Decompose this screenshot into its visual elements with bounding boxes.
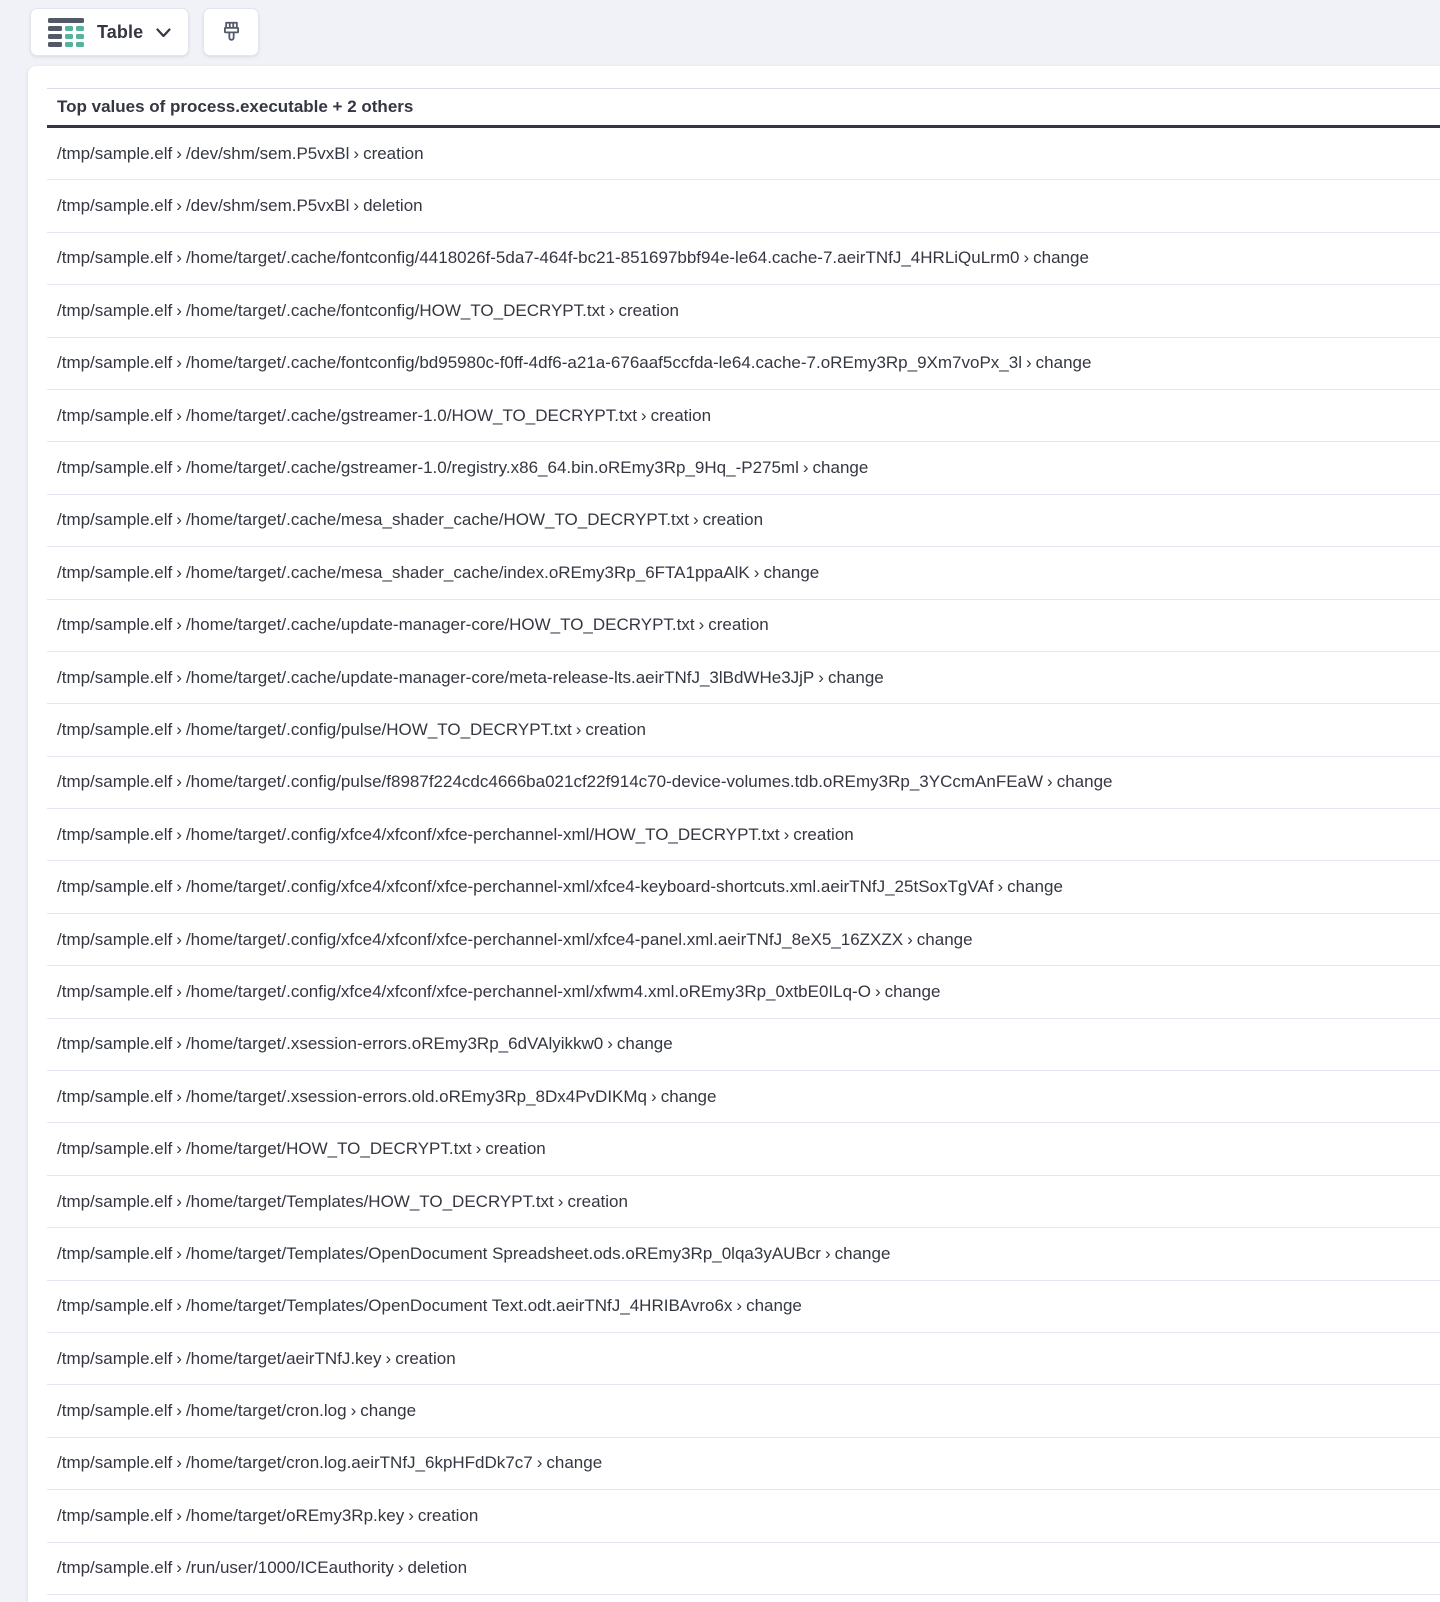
cell-event-action: change [827, 667, 884, 687]
breadcrumb-separator: › [176, 510, 182, 530]
cell-process-executable: /tmp/sample.elf [57, 1034, 173, 1054]
breadcrumb-separator: › [575, 719, 582, 739]
cell-event-action: deletion [363, 196, 423, 216]
table-row[interactable] [47, 1385, 1440, 1437]
cell-file-path: /home/target/.cache/update-manager-core/HOW_TO_DECRYPT.txt [185, 615, 695, 635]
table-row[interactable] [47, 757, 1440, 809]
cell-event-action: creation [363, 143, 424, 163]
table-row[interactable] [47, 861, 1440, 913]
breadcrumb-separator: › [176, 1348, 182, 1368]
table-row[interactable] [47, 1543, 1440, 1595]
cell-event-action: change [660, 1086, 717, 1106]
breadcrumb-separator: › [176, 981, 182, 1001]
cell-file-path: /home/target/.config/pulse/HOW_TO_DECRYPT.txt [185, 719, 572, 739]
table-row[interactable] [47, 338, 1440, 390]
cell-event-action: change [1035, 353, 1092, 373]
cell-event-action: change [834, 1243, 891, 1263]
breadcrumb-separator: › [475, 1139, 482, 1159]
cell-event-action: creation [702, 510, 764, 530]
cell-file-path: /run/user/1000/ICEauthority [185, 1558, 394, 1578]
breadcrumb-separator: › [1023, 248, 1030, 268]
breadcrumb-separator: › [783, 824, 790, 844]
breadcrumb-separator: › [176, 1453, 182, 1473]
breadcrumb-separator: › [907, 929, 913, 949]
toolbar [30, 8, 259, 56]
cell-process-executable: /tmp/sample.elf [57, 824, 173, 844]
breadcrumb-separator: › [176, 1191, 182, 1211]
breadcrumb-separator: › [176, 196, 182, 216]
cell-file-path: /home/target/cron.log.aeirTNfJ_6kpHFdDk7c7 [185, 1453, 533, 1473]
cell-file-path: /home/target/.config/xfce4/xfconf/xfce-perchannel-xml/xfce4-keyboard-shortcuts.xml.aeirTNfJ_25tSoxTgVAf [185, 877, 994, 897]
cell-event-action: change [616, 1034, 673, 1054]
breadcrumb-separator: › [176, 458, 182, 478]
cell-event-action: creation [485, 1139, 546, 1159]
cell-process-executable: /tmp/sample.elf [57, 510, 173, 530]
cell-file-path: /home/target/cron.log [185, 1401, 347, 1421]
cell-process-executable: /tmp/sample.elf [57, 615, 173, 635]
cell-file-path: /home/target/.cache/mesa_shader_cache/HOW_TO_DECRYPT.txt [185, 510, 689, 530]
cell-process-executable: /tmp/sample.elf [57, 248, 173, 268]
breadcrumb-separator: › [353, 196, 360, 216]
cell-event-action: change [546, 1453, 603, 1473]
table-row[interactable] [47, 1490, 1440, 1542]
breadcrumb-separator: › [176, 1034, 182, 1054]
breadcrumb-separator: › [651, 1086, 657, 1106]
cell-process-executable: /tmp/sample.elf [57, 929, 173, 949]
cell-event-action: creation [793, 824, 854, 844]
table-row[interactable] [47, 128, 1440, 180]
breadcrumb-separator: › [607, 1034, 613, 1054]
table-row[interactable] [47, 180, 1440, 232]
table-row[interactable] [47, 547, 1440, 599]
chevron-down-icon [156, 28, 171, 38]
cell-process-executable: /tmp/sample.elf [57, 562, 173, 582]
breadcrumb-separator: › [176, 1139, 182, 1159]
brush-button[interactable] [203, 8, 259, 56]
table-row[interactable] [47, 966, 1440, 1018]
breadcrumb-separator: › [1047, 772, 1053, 792]
breadcrumb-separator: › [176, 300, 182, 320]
table-row[interactable] [47, 495, 1440, 547]
cell-process-executable: /tmp/sample.elf [57, 1348, 173, 1368]
cell-file-path: /dev/shm/sem.P5vxBl [185, 143, 350, 163]
cell-file-path: /home/target/.cache/mesa_shader_cache/index.oREmy3Rp_6FTA1ppaAlK [185, 562, 750, 582]
breadcrumb-separator: › [176, 248, 182, 268]
cell-file-path: /home/target/.config/pulse/f8987f224cdc4666ba021cf22f914c70-device-volumes.tdb.oREmy3Rp_3YCcmAnFEaW [185, 772, 1044, 792]
cell-process-executable: /tmp/sample.elf [57, 1191, 173, 1211]
cell-file-path: /home/target/.xsession-errors.oREmy3Rp_6dVAlyikkw0 [185, 1034, 604, 1054]
breadcrumb-separator: › [353, 143, 360, 163]
table-row[interactable] [47, 285, 1440, 337]
table-row[interactable] [47, 1071, 1440, 1123]
table-row[interactable] [47, 1228, 1440, 1280]
cell-file-path: /home/target/.cache/update-manager-core/meta-release-lts.aeirTNfJ_3lBdWHe3JjP [185, 667, 815, 687]
table-row[interactable] [47, 233, 1440, 285]
cell-event-action: creation [618, 300, 679, 320]
breadcrumb-separator: › [698, 615, 705, 635]
breadcrumb-separator: › [176, 824, 182, 844]
breadcrumb-separator: › [802, 458, 809, 478]
table-row[interactable] [47, 809, 1440, 861]
breadcrumb-separator: › [176, 1086, 182, 1106]
breadcrumb-separator: › [176, 719, 182, 739]
cell-process-executable: /tmp/sample.elf [57, 196, 173, 216]
cell-event-action: creation [585, 719, 646, 739]
cell-file-path: /home/target/.xsession-errors.old.oREmy3Rp_8Dx4PvDIKMq [185, 1086, 648, 1106]
breadcrumb-separator: › [736, 1296, 743, 1316]
breadcrumb-separator: › [176, 1401, 182, 1421]
cell-file-path: /home/target/aeirTNfJ.key [185, 1348, 382, 1368]
cell-process-executable: /tmp/sample.elf [57, 772, 173, 792]
cell-file-path: /home/target/Templates/OpenDocument Text.odt.aeirTNfJ_4HRIBAvro6x [185, 1296, 733, 1316]
cell-process-executable: /tmp/sample.elf [57, 353, 173, 373]
table-row[interactable] [47, 1438, 1440, 1490]
cell-event-action: creation [395, 1348, 456, 1368]
cell-process-executable: /tmp/sample.elf [57, 1558, 173, 1578]
breadcrumb-separator: › [176, 353, 182, 373]
brush-icon [220, 21, 243, 44]
table-body [47, 128, 1440, 1595]
table-row[interactable] [47, 1333, 1440, 1385]
cell-event-action: change [812, 458, 869, 478]
cell-event-action: creation [650, 405, 712, 425]
cell-file-path: /home/target/.config/xfce4/xfconf/xfce-perchannel-xml/xfwm4.xml.oREmy3Rp_0xtbE0ILq-O [185, 981, 871, 1001]
cell-file-path: /home/target/.config/xfce4/xfconf/xfce-perchannel-xml/HOW_TO_DECRYPT.txt [185, 824, 780, 844]
chart-type-button[interactable] [30, 8, 189, 56]
cell-process-executable: /tmp/sample.elf [57, 877, 173, 897]
breadcrumb-separator: › [176, 1505, 182, 1525]
table-row[interactable] [47, 652, 1440, 704]
breadcrumb-separator: › [176, 405, 182, 425]
chart-type-label: Table [97, 21, 144, 42]
table-icon [48, 18, 84, 47]
cell-process-executable: /tmp/sample.elf [57, 143, 173, 163]
cell-event-action: change [916, 929, 973, 949]
table-row[interactable] [47, 704, 1440, 756]
cell-file-path: /home/target/oREmy3Rp.key [185, 1505, 405, 1525]
table-row[interactable] [47, 1123, 1440, 1175]
cell-event-action: change [1033, 248, 1089, 268]
cell-file-path: /home/target/Templates/OpenDocument Spreadsheet.ods.oREmy3Rp_0lqa3yAUBcr [185, 1243, 821, 1263]
breadcrumb-separator: › [824, 1243, 831, 1263]
table-row[interactable] [47, 1019, 1440, 1071]
cell-process-executable: /tmp/sample.elf [57, 719, 173, 739]
breadcrumb-separator: › [408, 1505, 414, 1525]
breadcrumb-separator: › [350, 1401, 357, 1421]
cell-process-executable: /tmp/sample.elf [57, 1505, 173, 1525]
cell-event-action: change [884, 981, 941, 1001]
cell-process-executable: /tmp/sample.elf [57, 1243, 173, 1263]
table-row[interactable] [47, 914, 1440, 966]
cell-event-action: change [746, 1296, 802, 1316]
cell-process-executable: /tmp/sample.elf [57, 1139, 173, 1159]
breadcrumb-separator: › [536, 1453, 543, 1473]
table-row[interactable] [47, 600, 1440, 652]
breadcrumb-separator: › [557, 1191, 564, 1211]
breadcrumb-separator: › [608, 300, 615, 320]
breadcrumb-separator: › [176, 772, 182, 792]
breadcrumb-separator: › [385, 1348, 392, 1368]
table-row[interactable] [47, 390, 1440, 442]
cell-file-path: /home/target/.cache/fontconfig/4418026f-5da7-464f-bc21-851697bbf94e-le64.cache-7.aeirTNfJ_4HRLiQuLrm0 [185, 248, 1020, 268]
cell-file-path: /home/target/.cache/gstreamer-1.0/HOW_TO_DECRYPT.txt [185, 405, 637, 425]
cell-file-path: /home/target/.config/xfce4/xfconf/xfce-perchannel-xml/xfce4-panel.xml.aeirTNfJ_8eX5_16ZXZX [185, 929, 904, 949]
cell-file-path: /home/target/.cache/fontconfig/bd95980c-f0ff-4df6-a21a-676aaf5ccfda-le64.cache-7.oREmy3Rp_9Xm7voPx_3l [185, 353, 1022, 373]
cell-event-action: change [763, 562, 820, 582]
breadcrumb-separator: › [692, 510, 699, 530]
data-table [47, 88, 1440, 1595]
breadcrumb-separator: › [874, 981, 881, 1001]
cell-process-executable: /tmp/sample.elf [57, 300, 173, 320]
breadcrumb-separator: › [176, 929, 182, 949]
column-header-label: Top values of process.executable + 2 others [57, 97, 414, 116]
breadcrumb-separator: › [818, 667, 824, 687]
table-row[interactable] [47, 442, 1440, 494]
breadcrumb-separator: › [640, 405, 647, 425]
breadcrumb-separator: › [176, 1558, 182, 1578]
cell-process-executable: /tmp/sample.elf [57, 1401, 173, 1421]
cell-file-path: /dev/shm/sem.P5vxBl [185, 196, 350, 216]
breadcrumb-separator: › [176, 615, 182, 635]
cell-file-path: /home/target/Templates/HOW_TO_DECRYPT.txt [185, 1191, 554, 1211]
cell-event-action: creation [708, 615, 769, 635]
breadcrumb-separator: › [176, 143, 182, 163]
cell-process-executable: /tmp/sample.elf [57, 458, 173, 478]
breadcrumb-separator: › [1025, 353, 1032, 373]
breadcrumb-separator: › [176, 562, 182, 582]
cell-process-executable: /tmp/sample.elf [57, 1296, 173, 1316]
cell-event-action: change [1056, 772, 1113, 792]
breadcrumb-separator: › [176, 1296, 182, 1316]
table-row[interactable] [47, 1281, 1440, 1333]
cell-file-path: /home/target/.cache/fontconfig/HOW_TO_DECRYPT.txt [185, 300, 605, 320]
column-header[interactable] [47, 88, 1440, 128]
cell-file-path: /home/target/.cache/gstreamer-1.0/registry.x86_64.bin.oREmy3Rp_9Hq_-P275ml [185, 458, 799, 478]
table-row[interactable] [47, 1176, 1440, 1228]
breadcrumb-separator: › [176, 667, 182, 687]
breadcrumb-separator: › [397, 1558, 404, 1578]
visualization-panel [28, 66, 1440, 1602]
cell-event-action: creation [417, 1505, 479, 1525]
cell-event-action: deletion [407, 1558, 468, 1578]
cell-event-action: change [360, 1401, 417, 1421]
cell-event-action: creation [567, 1191, 628, 1211]
cell-process-executable: /tmp/sample.elf [57, 1086, 173, 1106]
breadcrumb-separator: › [753, 562, 760, 582]
breadcrumb-separator: › [176, 877, 182, 897]
cell-process-executable: /tmp/sample.elf [57, 981, 173, 1001]
cell-file-path: /home/target/HOW_TO_DECRYPT.txt [185, 1139, 472, 1159]
cell-process-executable: /tmp/sample.elf [57, 1453, 173, 1473]
cell-process-executable: /tmp/sample.elf [57, 667, 173, 687]
breadcrumb-separator: › [176, 1243, 182, 1263]
breadcrumb-separator: › [997, 877, 1004, 897]
cell-process-executable: /tmp/sample.elf [57, 405, 173, 425]
cell-event-action: change [1007, 877, 1063, 897]
